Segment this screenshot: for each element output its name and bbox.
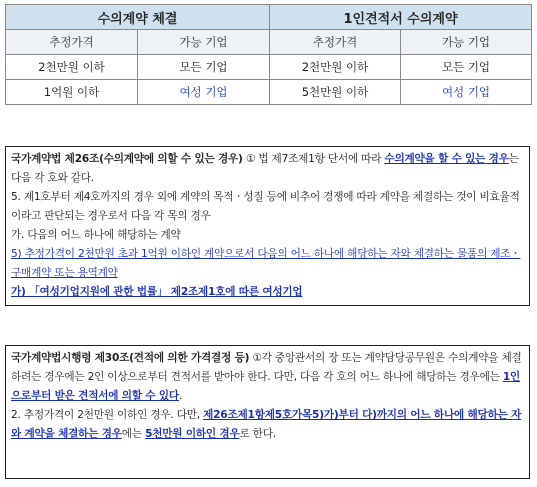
article-26-item-5-1: 5) 추정가격이 2천만원 초과 1억원 이하인 계약으로서 다음의 어느 하나에 해당하는 자와 체결하는 물품의 제조ㆍ구매계약 또는 용역계약 (11, 248, 521, 279)
cell-company: 여성 기업 (401, 80, 532, 105)
article-26-title: 국가계약법 제26조(수의계약에 의할 수 있는 경우) (11, 153, 243, 165)
cell-company: 모든 기업 (138, 55, 270, 80)
single-quote-link: 1인으로부터 받은 견적서에 의할 수 있다 (11, 371, 521, 402)
header-single-quote-contract: 1인견적서 수의계약 (270, 5, 532, 30)
comparison-table (5, 4, 532, 105)
law-article-26-box (5, 146, 530, 306)
article-30-title: 국가계약법시행령 제30조(견적에 의한 가격결정 등) (11, 352, 250, 364)
col-estimated-price: 추정가격 (270, 30, 401, 55)
cell-company: 여성 기업 (138, 80, 270, 105)
article-26-item-ga: 가. 다음의 어느 하나에 해당하는 계약 (11, 229, 181, 241)
table-row (6, 55, 532, 80)
negotiated-contract-link: 수의계약을 할 수 있는 경우 (384, 153, 509, 165)
col-eligible-company: 가능 기업 (401, 30, 532, 55)
article-26-reference-link: 제26조제1항제5호가목5)가)부터 다)까지의 어느 하나에 해당하는 자와 계약을 체결하는 경우 (11, 409, 522, 440)
cell-price: 2천만원 이하 (270, 55, 401, 80)
cell-price: 2천만원 이하 (6, 55, 138, 80)
article-26-intro: 국가계약법 제26조(수의계약에 의할 수 있는 경우) ① 법 제7조제1항 단서에 따라 수의계약을 할 수 있는 경우는 다음 각 호와 같다. (11, 153, 519, 184)
table-row (6, 80, 532, 105)
fifty-million-threshold: 5천만원 이하인 경우 (145, 428, 240, 440)
article-26-item-5: 5. 제1호부터 제4호까지의 경우 외에 계약의 목적ㆍ성질 등에 비추어 경쟁에 따라 계약을 체결하는 것이 비효율적이라고 판단되는 경우로서 다음 각 목의 경우 (11, 191, 520, 222)
cell-company: 모든 기업 (401, 55, 532, 80)
cell-price: 1억원 이하 (6, 80, 138, 105)
article-30-item-2: 2. 추정가격이 2천만원 이하인 경우. 다만, 제26조제1항제5호가목5)가)부터 다)까지의 어느 하나에 해당하는 자와 계약을 체결하는 경우에는 5천만원 이하인 경우로 한다. (11, 409, 522, 440)
article-26-women-enterprise: 가) 「여성기업지원에 관한 법률」 제2조제1호에 따른 여성기업 (11, 286, 303, 298)
col-eligible-company: 가능 기업 (138, 30, 270, 55)
cell-price: 5천만원 이하 (270, 80, 401, 105)
col-estimated-price: 추정가격 (6, 30, 138, 55)
decree-article-30-box (5, 345, 530, 479)
article-30-intro: 국가계약법시행령 제30조(견적에 의한 가격결정 등) ①각 중앙관서의 장 또는 계약담당공무원은 수의계약을 체결하려는 경우에는 2인 이상으로부터 견적서를 받아야 한다. 다만, 다음 각 호의 어느 하나에 해당하는 경우에는 1인으로부터 받은 견적서에 의할 수 있다. (11, 352, 522, 402)
header-negotiated-contract: 수의계약 체결 (6, 5, 270, 30)
